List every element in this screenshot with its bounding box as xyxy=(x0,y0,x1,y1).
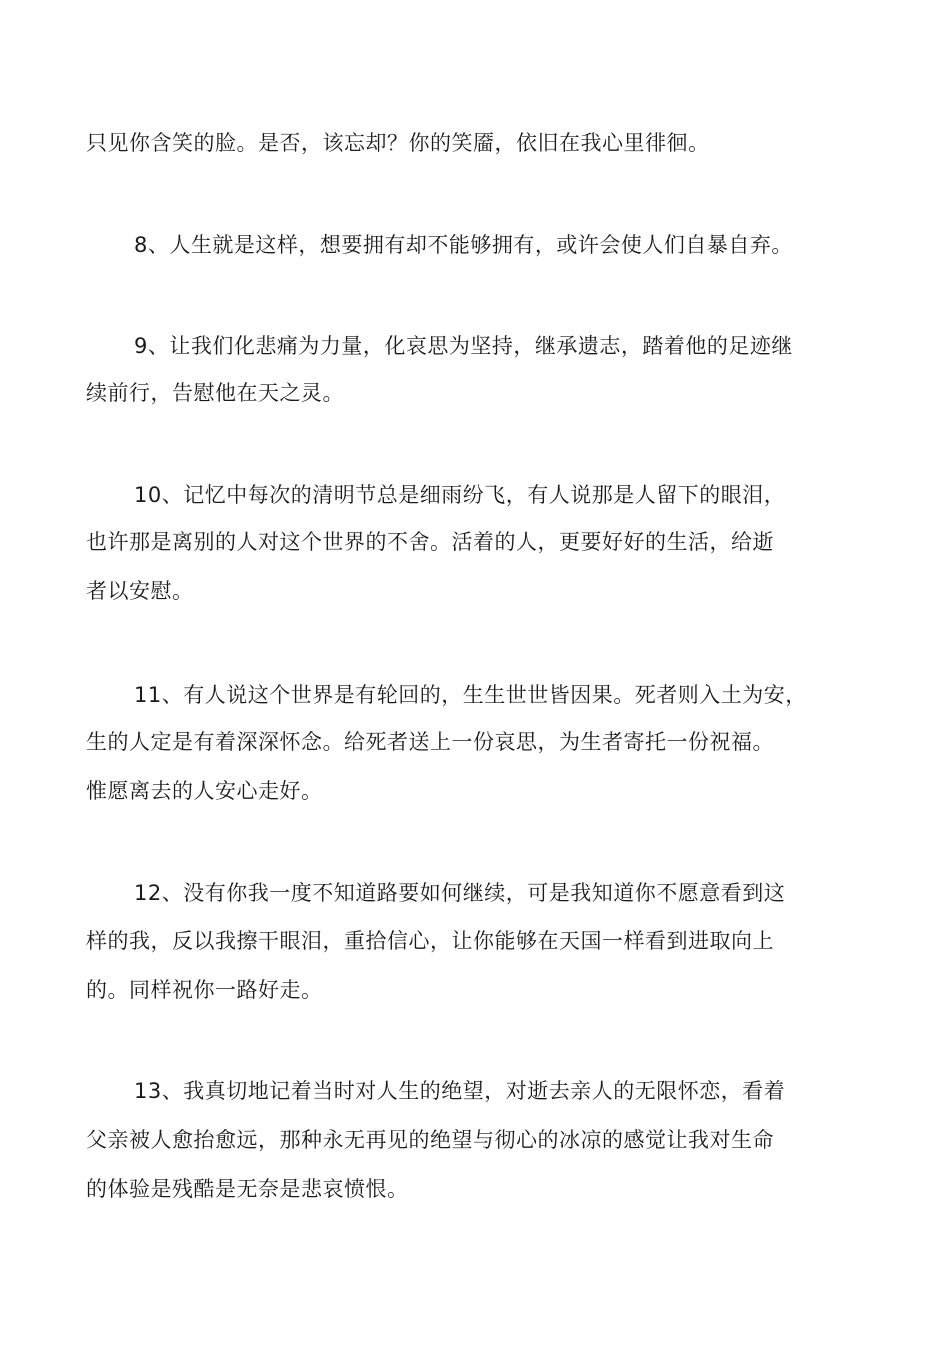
paragraph-11-line: 惟愿离去的人安心走好。 xyxy=(86,779,323,803)
paragraph-10-line: 10、记忆中每次的清明节总是细雨纷飞，有人说那是人留下的眼泪， xyxy=(134,483,786,507)
paragraph-line: 只见你含笑的脸。是否，该忘却？你的笑靥，依旧在我心里徘徊。 xyxy=(86,131,710,155)
paragraph-9-line: 9、让我们化悲痛为力量，化哀思为坚持，继承遗志，踏着他的足迹继 xyxy=(134,334,793,358)
paragraph-13-line: 的体验是残酷是无奈是悲哀愤恨。 xyxy=(86,1177,409,1201)
paragraph-12-line: 的。同样祝你一路好走。 xyxy=(86,978,323,1002)
paragraph-12-line: 12、没有你我一度不知道路要如何继续，可是我知道你不愿意看到这 xyxy=(134,881,786,905)
paragraph-12-line: 样的我，反以我擦干眼泪，重拾信心，让你能够在天国一样看到进取向上 xyxy=(86,929,774,953)
paragraph-13-line: 父亲被人愈抬愈远，那种永无再见的绝望与彻心的冰凉的感觉让我对生命 xyxy=(86,1128,774,1152)
paragraph-8-line: 8、人生就是这样，想要拥有却不能够拥有，或许会使人们自暴自弃。 xyxy=(134,233,793,257)
paragraph-10-line: 者以安慰。 xyxy=(86,579,194,603)
paragraph-11-line: 生的人定是有着深深怀念。给死者送上一份哀思，为生者寄托一份祝福。 xyxy=(86,730,774,754)
paragraph-9-line: 续前行，告慰他在天之灵。 xyxy=(86,381,344,405)
paragraph-11-line: 11、有人说这个世界是有轮回的，生生世世皆因果。死者则入土为安， xyxy=(134,683,807,707)
paragraph-13-line: 13、我真切地记着当时对人生的绝望，对逝去亲人的无限怀恋，看着 xyxy=(134,1079,786,1103)
paragraph-10-line: 也许那是离别的人对这个世界的不舍。活着的人，更要好好的生活，给逝 xyxy=(86,530,774,554)
